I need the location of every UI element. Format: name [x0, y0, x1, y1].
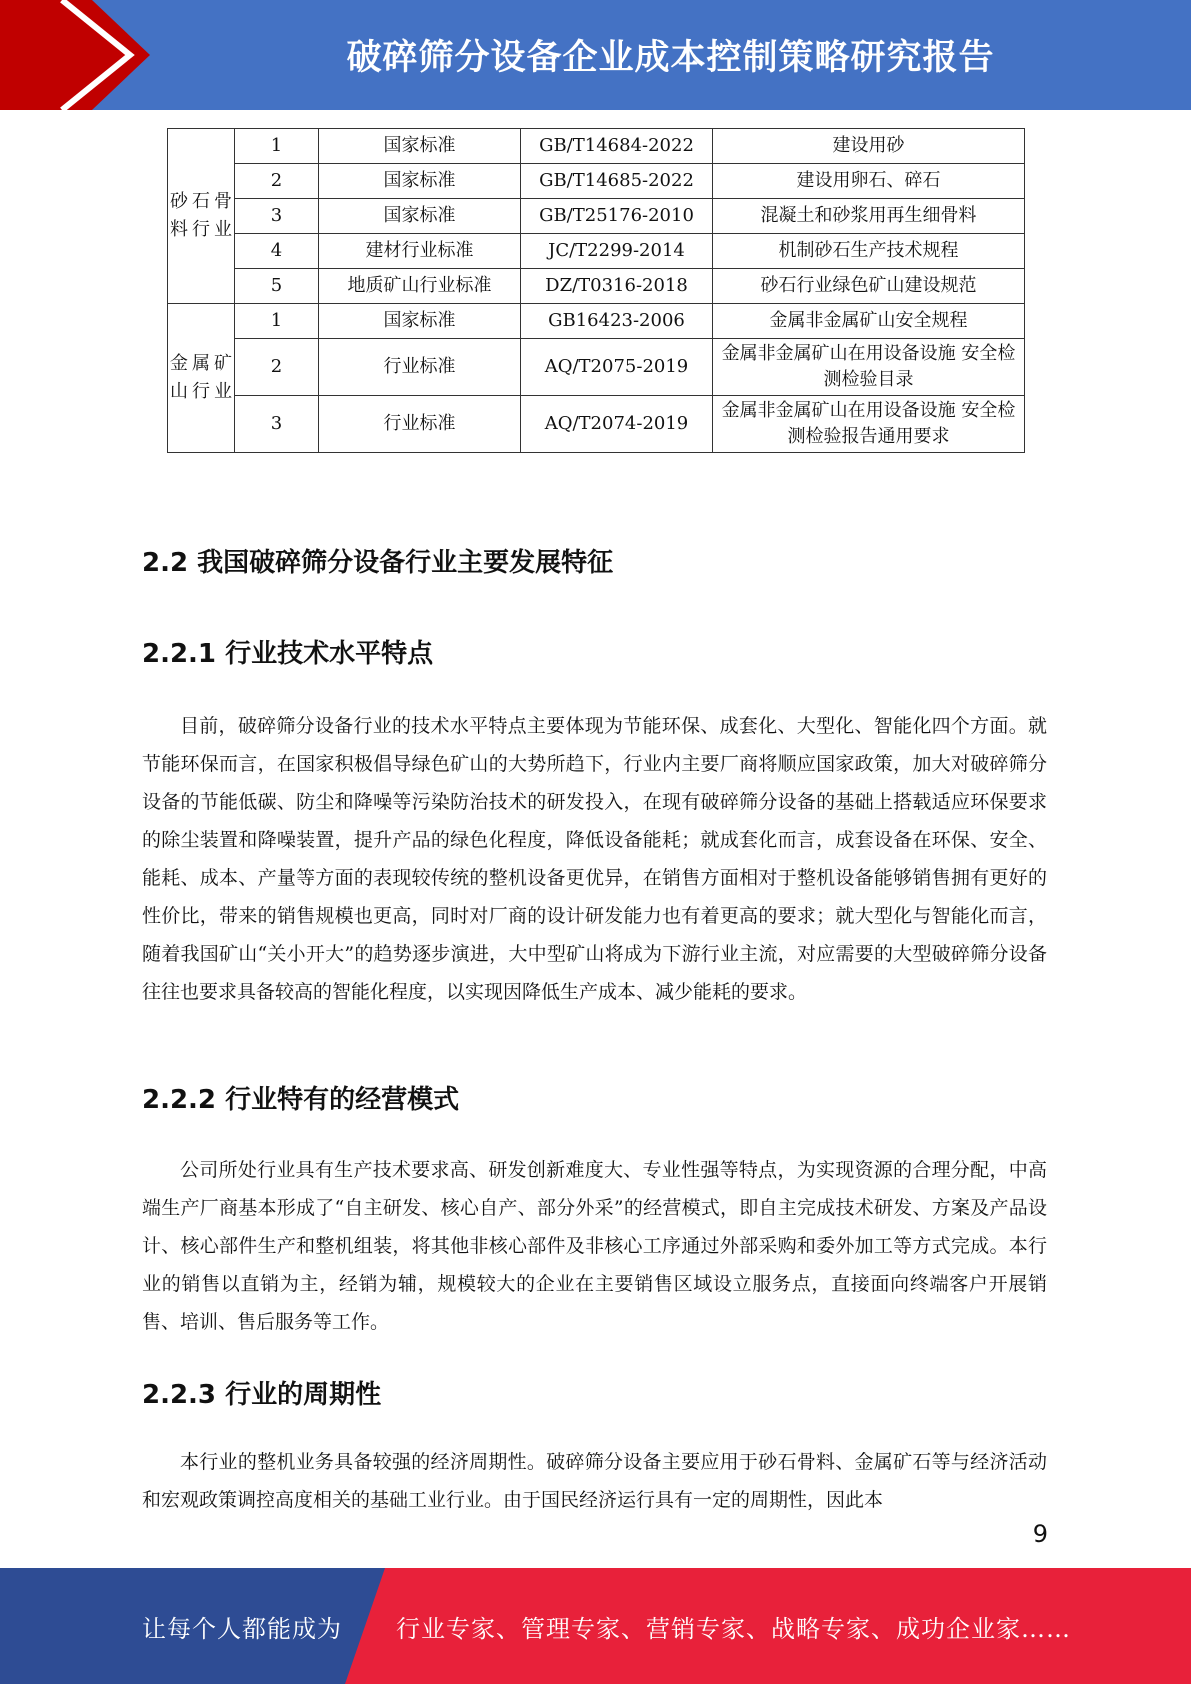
standard-name: 金属非金属矿山安全规程 — [713, 304, 1025, 339]
standard-name: 砂石行业绿色矿山建设规范 — [713, 269, 1025, 304]
subsection-heading: 2.2.2 行业特有的经营模式 — [142, 1085, 460, 1115]
row-number: 1 — [235, 304, 319, 339]
header-red-arrow — [0, 0, 150, 110]
row-number: 3 — [235, 199, 319, 234]
standard-code: GB/T14685-2022 — [521, 164, 713, 199]
table-row — [168, 164, 1025, 199]
category-cell: 金属矿山行业 — [168, 304, 235, 453]
row-number: 5 — [235, 269, 319, 304]
table-row — [168, 304, 1025, 339]
standard-type: 国家标准 — [319, 129, 521, 164]
row-number: 2 — [235, 164, 319, 199]
category-cell: 砂石骨料行业 — [168, 129, 235, 304]
standard-code: GB16423-2006 — [521, 304, 713, 339]
standard-name: 金属非金属矿山在用设备设施 安全检测检验报告通用要求 — [713, 396, 1025, 453]
row-number: 1 — [235, 129, 319, 164]
standard-name: 机制砂石生产技术规程 — [713, 234, 1025, 269]
standards-table — [167, 128, 1025, 453]
section-heading: 2.2 我国破碎筛分设备行业主要发展特征 — [142, 548, 614, 578]
table-row — [168, 129, 1025, 164]
footer-slogan-right: 行业专家、管理专家、营销专家、战略专家、成功企业家…… — [396, 1614, 1071, 1643]
standard-type: 行业标准 — [319, 339, 521, 396]
row-number: 4 — [235, 234, 319, 269]
row-number: 3 — [235, 396, 319, 453]
table-row — [168, 199, 1025, 234]
body-paragraph: 目前，破碎筛分设备行业的技术水平特点主要体现为节能环保、成套化、大型化、智能化四个方面。就节能环保而言，在国家积极倡导绿色矿山的大势所趋下，行业内主要厂商将顺应国家政策，加大对破碎筛分设备的节能低碳、防尘和降噪等污染防治技术的研发投入，在现有破碎筛分设备的基础上搭载适应环保要求的除尘装置和降噪装置，提升产品的绿色化程度，降低设备能耗；就成套化而言，成套设备在环保、安全、能耗、成本、产量等方面的表现较传统的整机设备更优异，在销售方面相对于整机设备能够销售拥有更好的性价比，带来的销售规模也更高，同时对厂商的设计研发能力也有着更高的要求；就大型化与智能化而言，随着我国矿山“关小开大”的趋势逐步演进，大中型矿山将成为下游行业主流，对应需要的大型破碎筛分设备往往也要求具备较高的智能化程度，以实现因降低生产成本、减少能耗的要求。 — [142, 715, 1047, 1003]
subsection-heading: 2.2.3 行业的周期性 — [142, 1380, 382, 1410]
standard-name: 建设用砂 — [713, 129, 1025, 164]
standard-type: 建材行业标准 — [319, 234, 521, 269]
standard-type: 行业标准 — [319, 396, 521, 453]
standard-name: 金属非金属矿山在用设备设施 安全检测检验目录 — [713, 339, 1025, 396]
table-row — [168, 396, 1025, 453]
standard-code: GB/T25176-2010 — [521, 199, 713, 234]
standard-code: AQ/T2074-2019 — [521, 396, 713, 453]
row-number: 2 — [235, 339, 319, 396]
standard-name: 混凝土和砂浆用再生细骨料 — [713, 199, 1025, 234]
standard-code: DZ/T0316-2018 — [521, 269, 713, 304]
standard-code: AQ/T2075-2019 — [521, 339, 713, 396]
page-number: 9 — [1032, 1520, 1048, 1548]
footer-slogan-left: 让每个人都能成为 — [142, 1614, 342, 1643]
body-paragraph: 公司所处行业具有生产技术要求高、研发创新难度大、专业性强等特点，为实现资源的合理分配，中高端生产厂商基本形成了“自主研发、核心自产、部分外采”的经营模式，即自主完成技术研发、方案及产品设计、核心部件生产和整机组装，将其他非核心部件及非核心工序通过外部采购和委外加工等方式完成。本行业的销售以直销为主，经销为辅，规模较大的企业在主要销售区域设立服务点，直接面向终端客户开展销售、培训、售后服务等工作。 — [142, 1159, 1047, 1333]
standard-type: 国家标准 — [319, 164, 521, 199]
standard-type: 国家标准 — [319, 199, 521, 234]
table-row — [168, 234, 1025, 269]
standard-type: 国家标准 — [319, 304, 521, 339]
standard-code: GB/T14684-2022 — [521, 129, 713, 164]
standard-name: 建设用卵石、碎石 — [713, 164, 1025, 199]
standard-type: 地质矿山行业标准 — [319, 269, 521, 304]
table-row — [168, 269, 1025, 304]
body-paragraph: 本行业的整机业务具备较强的经济周期性。破碎筛分设备主要应用于砂石骨料、金属矿石等与经济活动和宏观政策调控高度相关的基础工业行业。由于国民经济运行具有一定的周期性，因此本 — [142, 1451, 1047, 1511]
page-header — [0, 0, 1191, 110]
subsection-heading: 2.2.1 行业技术水平特点 — [142, 639, 434, 669]
standard-code: JC/T2299-2014 — [521, 234, 713, 269]
report-title: 破碎筛分设备企业成本控制策略研究报告 — [346, 38, 995, 78]
table-row — [168, 339, 1025, 396]
page-footer — [0, 1568, 1191, 1684]
